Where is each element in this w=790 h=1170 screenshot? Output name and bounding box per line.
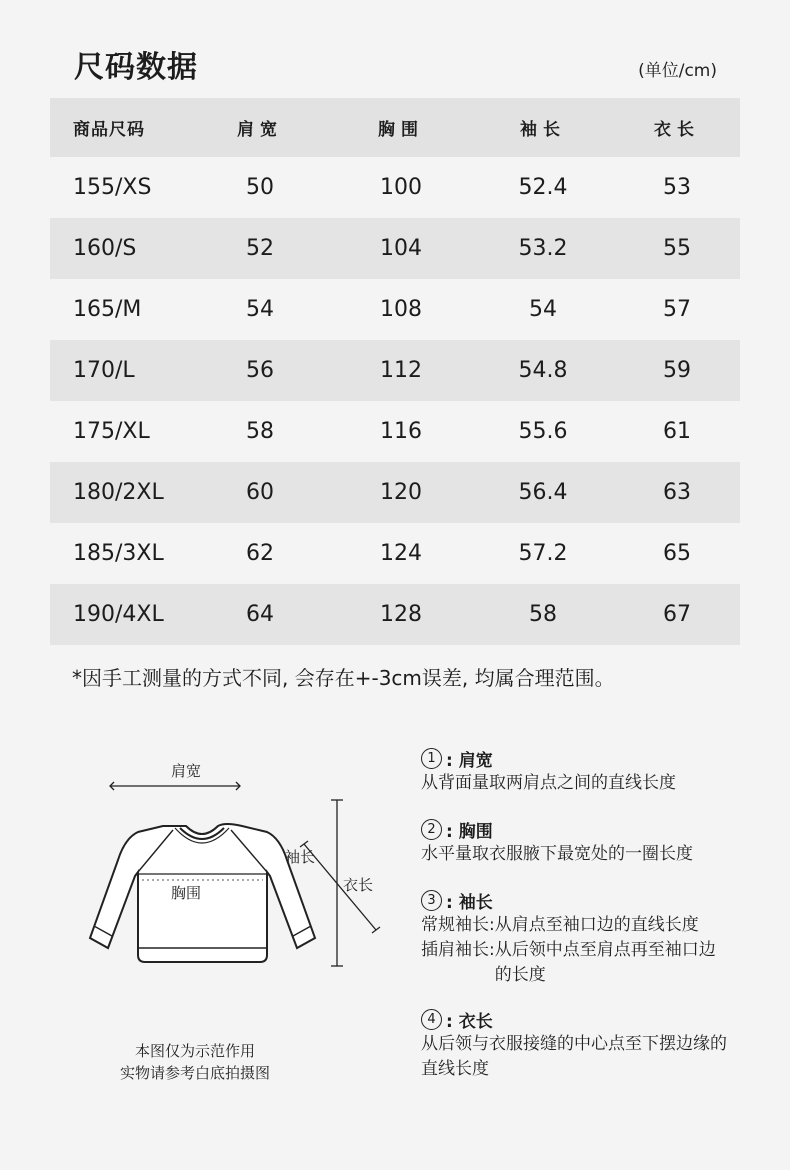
length-cell: 63 bbox=[663, 480, 691, 505]
size-cell: 190/4XL bbox=[73, 602, 164, 627]
chest-cell: 116 bbox=[380, 419, 422, 444]
chest-cell: 112 bbox=[380, 358, 422, 383]
length-label: 衣长 bbox=[343, 876, 374, 894]
legend-3-text-2: 从后领中点至肩点再至袖口边的长度 bbox=[494, 940, 716, 985]
size-table bbox=[50, 98, 740, 645]
chest-cell: 104 bbox=[380, 236, 422, 261]
shoulder-cell: 58 bbox=[246, 419, 274, 444]
length-cell: 65 bbox=[663, 541, 691, 566]
sleeve-cell: 57.2 bbox=[518, 541, 568, 566]
circle-number-3: 3 bbox=[421, 890, 442, 911]
shoulder-cell: 56 bbox=[246, 358, 274, 383]
chest-cell: 124 bbox=[380, 541, 422, 566]
size-cell: 185/3XL bbox=[73, 541, 164, 566]
sleeve-label: 袖长 bbox=[285, 848, 316, 866]
size-cell: 170/L bbox=[73, 358, 135, 383]
shoulder-cell: 64 bbox=[246, 602, 274, 627]
table-row bbox=[50, 523, 740, 584]
shoulder-cell: 50 bbox=[246, 175, 274, 200]
length-cell: 61 bbox=[663, 419, 691, 444]
legend-3-key-2: 插肩袖长: bbox=[421, 940, 495, 960]
chest-cell: 128 bbox=[380, 602, 422, 627]
table-row bbox=[50, 584, 740, 645]
circle-number-1: 1 bbox=[421, 748, 442, 769]
size-cell: 165/M bbox=[73, 297, 142, 322]
unit-label: (单位/cm) bbox=[638, 61, 717, 81]
table-header bbox=[50, 98, 740, 157]
shoulder-cell: 52 bbox=[246, 236, 274, 261]
circle-number-4: 4 bbox=[421, 1009, 442, 1030]
sleeve-cell: 53.2 bbox=[518, 236, 568, 261]
sleeve-cell: 56.4 bbox=[518, 480, 568, 505]
legend-1-text: 从背面量取两肩点之间的直线长度 bbox=[421, 773, 676, 793]
legend-4-text: 从后领与衣服接缝的中心点至下摆边缘的直线长度 bbox=[421, 1034, 727, 1079]
header-sleeve: 袖长 bbox=[520, 120, 566, 140]
sweater-illustration bbox=[55, 750, 395, 990]
header-size: 商品尺码 bbox=[73, 120, 145, 140]
table-row bbox=[50, 340, 740, 401]
legend-4-title: : 衣长 bbox=[446, 1011, 493, 1032]
sleeve-cell: 54.8 bbox=[518, 358, 568, 383]
chest-cell: 120 bbox=[380, 480, 422, 505]
length-cell: 59 bbox=[663, 358, 691, 383]
legend-2-title: : 胸围 bbox=[446, 821, 493, 842]
table-row bbox=[50, 157, 740, 218]
chest-label: 胸围 bbox=[171, 884, 202, 902]
length-cell: 55 bbox=[663, 236, 691, 261]
legend-2 bbox=[421, 816, 751, 867]
legend-3-key-1: 常规袖长: bbox=[421, 915, 495, 935]
size-cell: 175/XL bbox=[73, 419, 150, 444]
sleeve-cell: 58 bbox=[529, 602, 557, 627]
shoulder-label: 肩宽 bbox=[171, 762, 202, 780]
table-row bbox=[50, 462, 740, 523]
garment-diagram bbox=[55, 750, 395, 990]
legend-1 bbox=[421, 745, 751, 796]
page-title: 尺码数据 bbox=[74, 50, 198, 85]
size-cell: 160/S bbox=[73, 236, 137, 261]
circle-number-2: 2 bbox=[421, 819, 442, 840]
table-row bbox=[50, 279, 740, 340]
legend-3-title: : 袖长 bbox=[446, 892, 493, 913]
length-cell: 53 bbox=[663, 175, 691, 200]
table-row bbox=[50, 218, 740, 279]
measurement-note: *因手工测量的方式不同, 会存在+-3cm误差, 均属合理范围。 bbox=[72, 666, 615, 690]
chest-cell: 108 bbox=[380, 297, 422, 322]
legend-2-text: 水平量取衣服腋下最宽处的一圈长度 bbox=[421, 844, 693, 864]
legend-3 bbox=[421, 887, 751, 988]
header-shoulder: 肩宽 bbox=[237, 120, 283, 140]
length-cell: 57 bbox=[663, 297, 691, 322]
chest-cell: 100 bbox=[380, 175, 422, 200]
legend-1-title: : 肩宽 bbox=[446, 750, 493, 771]
size-cell: 180/2XL bbox=[73, 480, 164, 505]
sleeve-cell: 52.4 bbox=[518, 175, 568, 200]
length-cell: 67 bbox=[663, 602, 691, 627]
caption-line-1: 本图仅为示范作用 bbox=[134, 1042, 255, 1060]
sleeve-cell: 55.6 bbox=[518, 419, 568, 444]
header-length: 衣长 bbox=[654, 120, 700, 140]
legend-4 bbox=[421, 1006, 751, 1082]
size-cell: 155/XS bbox=[73, 175, 152, 200]
shoulder-cell: 60 bbox=[246, 480, 274, 505]
legend-3-text-1: 从肩点至袖口边的直线长度 bbox=[494, 915, 699, 935]
sleeve-cell: 54 bbox=[529, 297, 557, 322]
diagram-caption bbox=[70, 1040, 320, 1084]
caption-line-2: 实物请参考白底拍摄图 bbox=[119, 1064, 270, 1082]
shoulder-cell: 54 bbox=[246, 297, 274, 322]
table-row bbox=[50, 401, 740, 462]
shoulder-cell: 62 bbox=[246, 541, 274, 566]
header-chest: 胸围 bbox=[378, 120, 424, 140]
